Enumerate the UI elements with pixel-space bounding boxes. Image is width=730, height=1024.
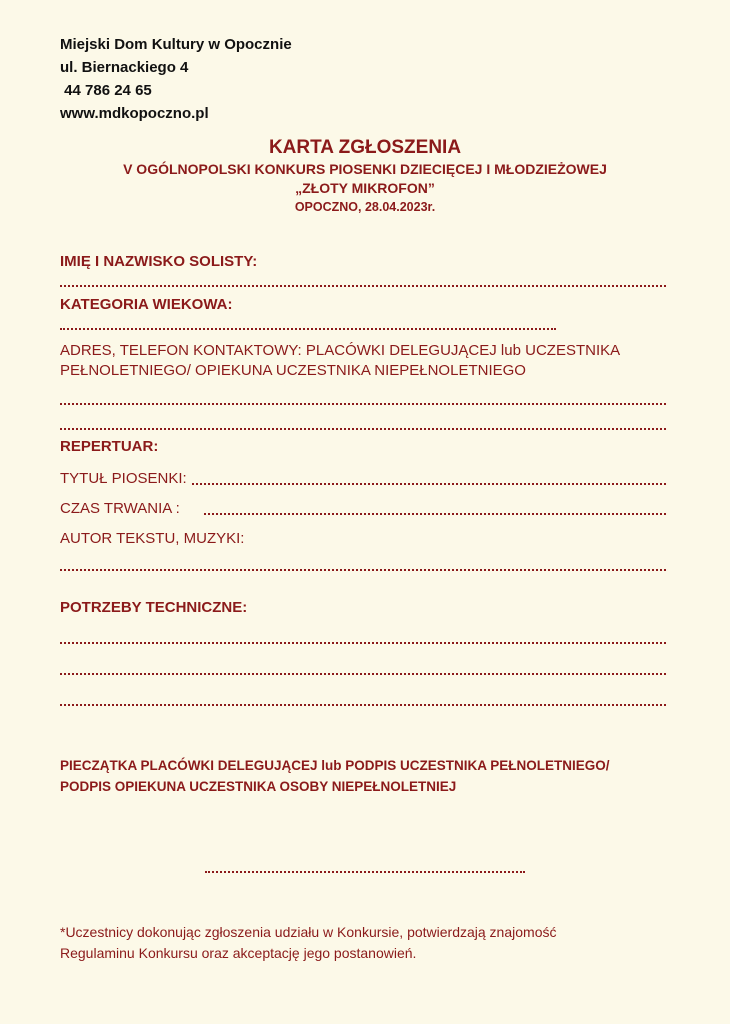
address-label-line2: PEŁNOLETNIEGO/ OPIEKUNA UCZESTNIKA NIEPEŁNOLETNIEGO [60, 362, 526, 379]
org-name: Miejski Dom Kultury w Opocznie [60, 36, 292, 53]
address-label-line1: ADRES, TELEFON KONTAKTOWY: PLACÓWKI DELEGUJĄCEJ lub UCZESTNIKA [60, 342, 621, 359]
organization-header [60, 33, 292, 125]
signature-line1: PIECZĄTKA PLACÓWKI DELEGUJĄCEJ lub PODPIS UCZESTNIKA PEŁNOLETNIEGO/ [60, 758, 610, 773]
song-title-label: TYTUŁ PIOSENKI: [60, 470, 187, 487]
contest-name: V OGÓLNOPOLSKI KONKURS PIOSENKI DZIECIĘCEJ I MŁODZIEŻOWEJ [123, 161, 607, 177]
author-field[interactable] [60, 569, 666, 571]
form-title-block [0, 136, 730, 216]
org-website: www.mdkopoczno.pl [60, 105, 209, 122]
org-address: ul. Biernackiego 4 [60, 59, 189, 76]
org-phone: 44 786 24 65 [60, 82, 152, 99]
song-title-field[interactable] [192, 483, 666, 485]
duration-label: CZAS TRWANIA : [60, 500, 180, 517]
footer-note-line1: *Uczestnicy dokonując zgłoszenia udziału w Konkursie, potwierdzają znajomość [60, 924, 557, 940]
age-category-label: KATEGORIA WIEKOWA: [60, 296, 233, 313]
soloist-label: IMIĘ I NAZWISKO SOLISTY: [60, 253, 258, 270]
author-label: AUTOR TEKSTU, MUZYKI: [60, 530, 245, 547]
contest-title: „ZŁOTY MIKROFON” [295, 180, 435, 196]
address-field-line1[interactable] [60, 403, 666, 405]
technical-needs-field-line1[interactable] [60, 642, 666, 644]
form-title: KARTA ZGŁOSZENIA [268, 137, 462, 158]
technical-needs-field-line3[interactable] [60, 704, 666, 706]
footer-note-line2: Regulaminu Konkursu oraz akceptację jego postanowień. [60, 945, 417, 961]
duration-field[interactable] [204, 513, 666, 515]
soloist-field[interactable] [60, 285, 666, 287]
signature-instructions [60, 755, 680, 797]
technical-needs-field-line2[interactable] [60, 673, 666, 675]
address-field-line2[interactable] [60, 428, 666, 430]
contest-place-date: OPOCZNO, 28.04.2023r. [294, 200, 436, 214]
signature-field[interactable] [205, 871, 525, 873]
signature-line2: PODPIS OPIEKUNA UCZESTNIKA OSOBY NIEPEŁNOLETNIEJ [60, 779, 457, 794]
age-category-field[interactable] [60, 328, 556, 330]
technical-needs-label: POTRZEBY TECHNICZNE: [60, 599, 248, 616]
repertoire-label: REPERTUAR: [60, 438, 159, 455]
footer-note [60, 922, 680, 964]
